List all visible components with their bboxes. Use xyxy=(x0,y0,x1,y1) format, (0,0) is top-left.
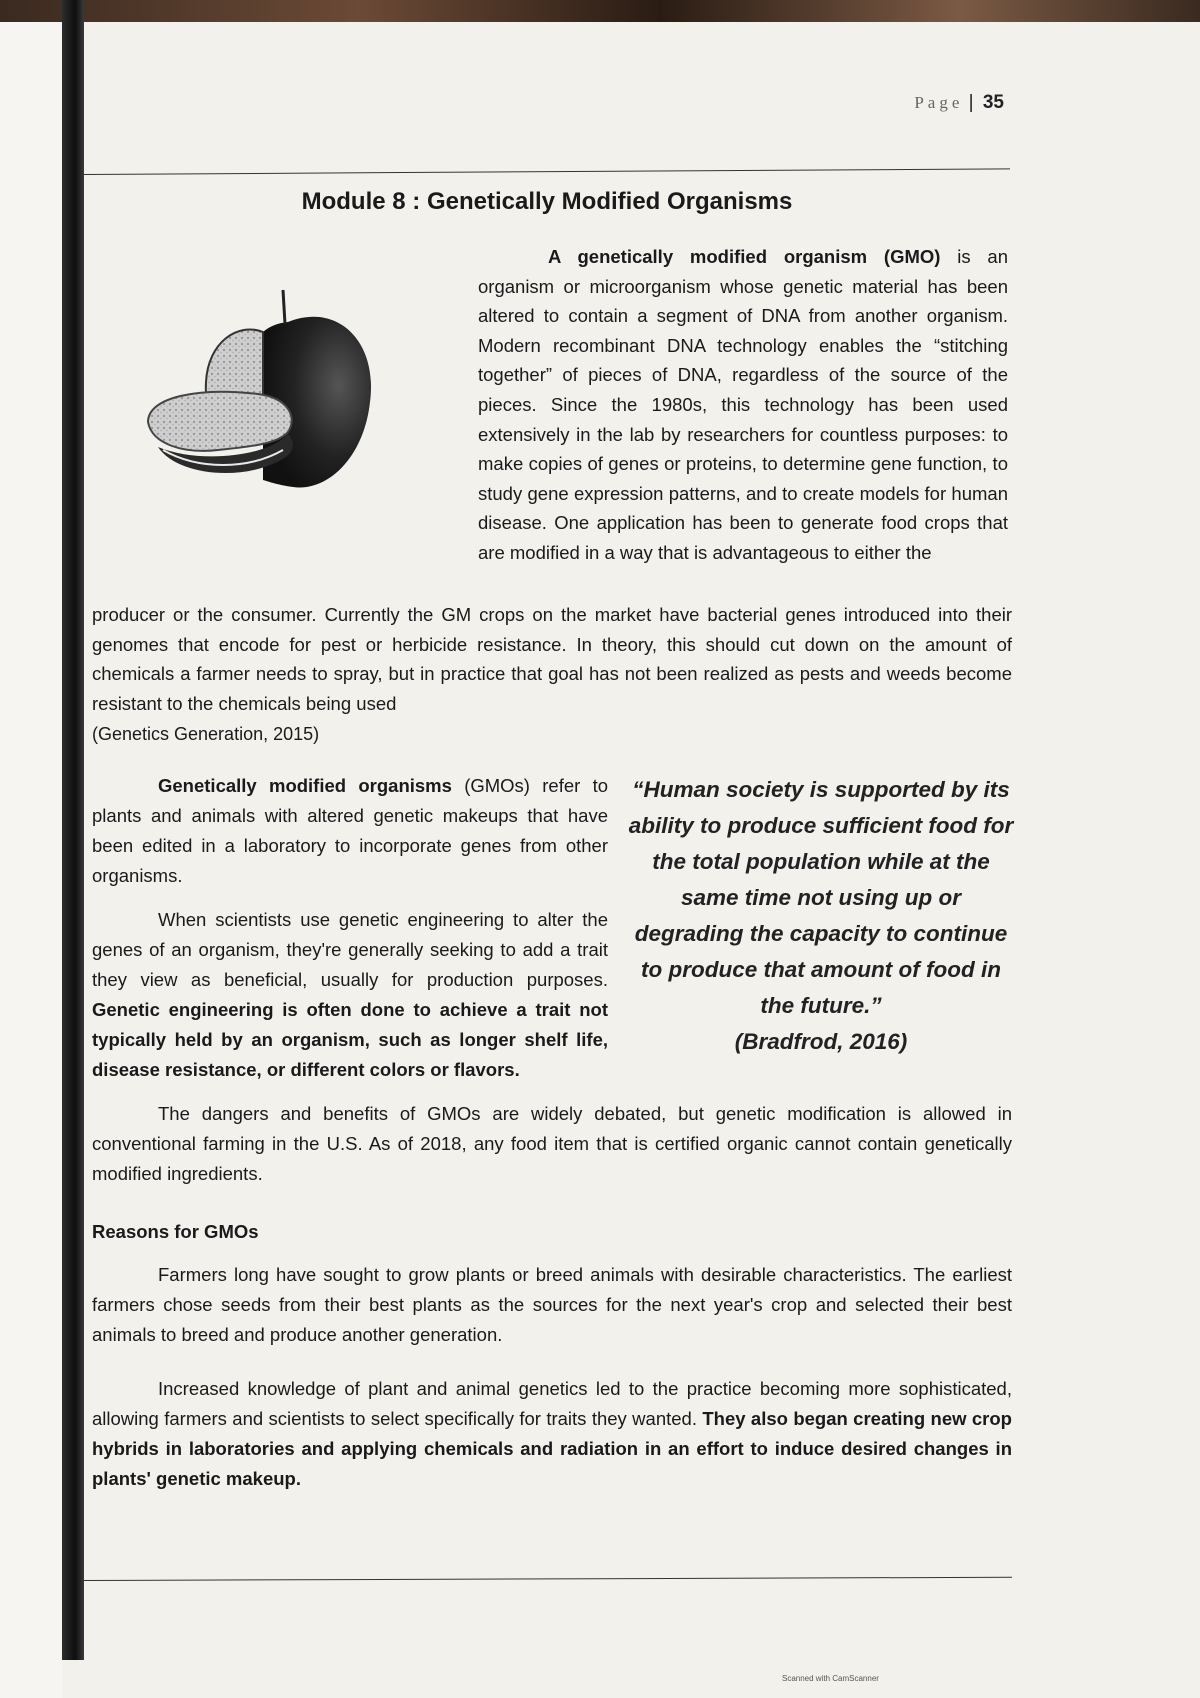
footer-rule xyxy=(84,1577,1012,1581)
intro-text-part2: producer or the consumer. Currently the GM crops on the market have bacterial genes introduced into their genomes that encode for pest or herbicide resistance. In theory, this should cut down on the amount of chemicals a farmer needs to spray, but in practice that goal has not been realized as pests and weeds become resistant to the chemicals being used xyxy=(92,604,1012,714)
intro-citation: (Genetics Generation, 2015) xyxy=(92,724,320,744)
gmo-term: A genetically modified organism (GMO) xyxy=(548,246,941,267)
header-rule xyxy=(84,168,1010,175)
reasons-paragraph-2: Increased knowledge of plant and animal genetics led to the practice becoming more sophisticated, allowing farmers and scientists to select specifically for traits they wanted. They also began creating new crop hybrids in laboratories and applying chemicals and radiation in an effort to induce desired changes in plants' genetic makeup. xyxy=(92,1378,1012,1489)
reasons-heading: Reasons for GMOs xyxy=(92,1221,259,1242)
apple-cross-section-icon xyxy=(138,282,428,562)
reasons-paragraph-2-bold: They also began creating new crop hybrids in laboratories and applying chemicals and radiation in an effort to induce desired changes in plants' genetic makeup. xyxy=(92,1408,1012,1489)
genetic-engineering-paragraph: When scientists use genetic engineering to alter the genes of an organism, they're generally seeking to add a trait they view as beneficial, usually for production purposes. Genetic engineering is often done to achieve a trait not typically held by an organism, such as longer shelf life, disease resistance, or different colors or flavors. xyxy=(92,909,608,1080)
pull-quote xyxy=(628,772,1014,1060)
quote-text: “Human society is supported by its ability to produce sufficient food for the total population while at the same time not using up or degrading the capacity to continue to produce that amount of food in the future.” xyxy=(628,777,1014,1018)
dangers-paragraph: The dangers and benefits of GMOs are widely debated, but genetic modification is allowed in conventional farming in the U.S. As of 2018, any food item that is certified organic cannot contain genetically modified ingredients. xyxy=(92,1103,1012,1184)
binding-shadow xyxy=(0,0,1200,22)
intro-paragraph xyxy=(478,242,1008,568)
page-label: Page xyxy=(914,93,964,112)
reasons-paragraph-1: Farmers long have sought to grow plants or breed animals with desirable characteristics. The earliest farmers chose seeds from their best plants as the sources for the next year's crop and selected their best animals to breed and produce another generation. xyxy=(92,1264,1012,1345)
gmo-definition-paragraph: Genetically modified organisms (GMOs) refer to plants and animals with altered genetic makeups that have been edited in a laboratory to incorporate genes from other organisms. xyxy=(92,775,608,886)
quote-attribution: (Bradfrod, 2016) xyxy=(734,1029,908,1054)
scanner-watermark: Scanned with CamScanner xyxy=(782,1674,879,1683)
page-number: Page | 35 xyxy=(914,92,1004,113)
page-number-value: 35 xyxy=(982,92,1004,113)
book-spine xyxy=(62,0,84,1660)
intro-text-part1: is an organism or microorganism whose genetic material has been altered to contain a segment of DNA from another organism. Modern recombinant DNA technology enables the “stitching together” of pieces of DNA, regardless of the source of the pieces. Since the 1980s, this technology has been used extensively in the lab by researchers for countless purposes: to make copies of genes or proteins, to determine gene function, to study gene expression patterns, and to create models for human disease. One application has been to generate food crops that are modified in a way that is advantageous to either the xyxy=(478,246,1009,563)
page-margin xyxy=(0,0,62,1698)
gmo-definition-term: Genetically modified organisms xyxy=(158,775,452,796)
module-title: Module 8 : Genetically Modified Organisms xyxy=(301,188,793,215)
genetic-engineering-bold: Genetic engineering is often done to achieve a trait not typically held by an organism, such as longer shelf life, disease resistance, or different colors or flavors. xyxy=(92,999,608,1080)
